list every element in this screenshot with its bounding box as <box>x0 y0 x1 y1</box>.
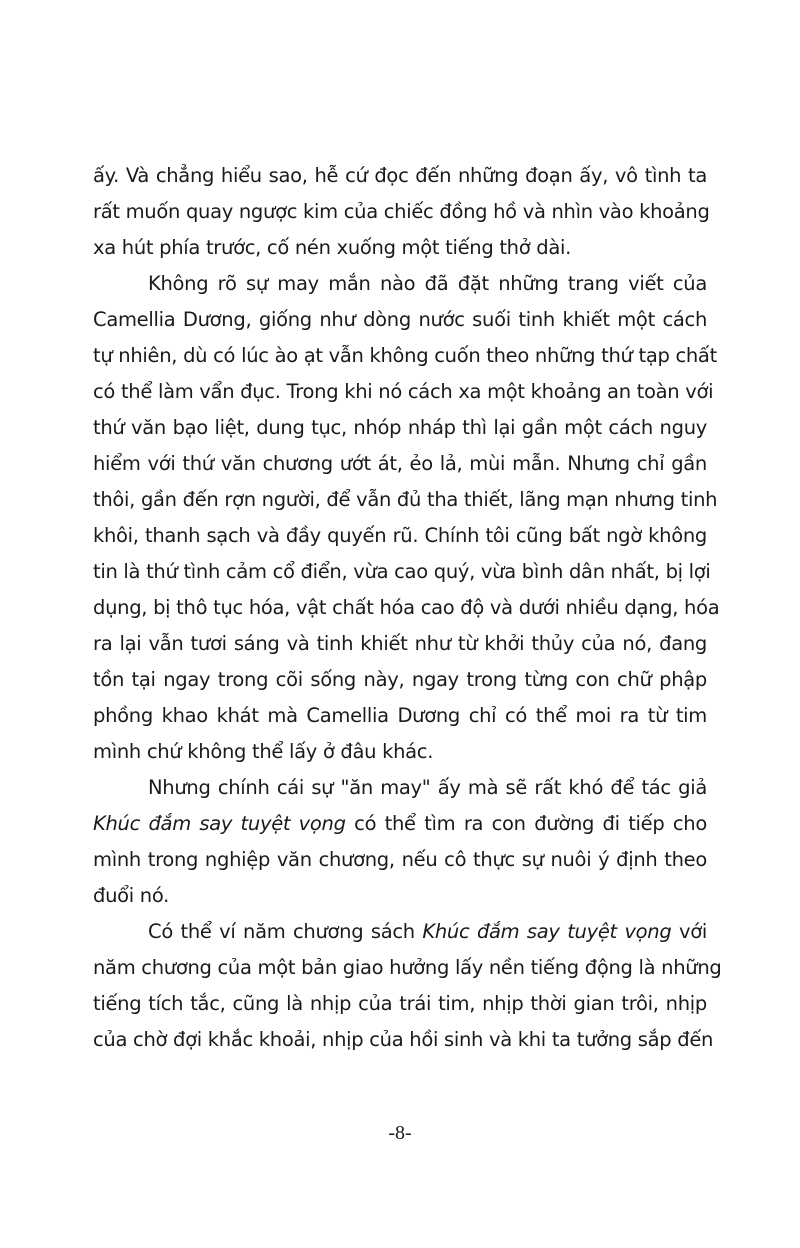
text-line: tiếng tích tắc, cũng là nhịp của trái tim, nhịp thời gian trôi, nhịp <box>93 992 707 1015</box>
text-line <box>93 806 707 842</box>
text-line: thôi, gần đến rợn người, để vẫn đủ tha thiết, lãng mạn nhưng tinh <box>93 488 718 511</box>
text-fragment: Có thể ví năm chương sách <box>148 920 423 943</box>
text-line: mình chứ không thể lấy ở đâu khác. <box>93 740 434 763</box>
page-body <box>93 158 722 1058</box>
text-line: Không rõ sự may mắn nào đã đặt những trang viết của <box>148 272 707 295</box>
text-line: thứ văn bạo liệt, dung tục, nhóp nháp thì lại gần một cách nguy <box>93 416 707 439</box>
text-line: có thể làm vẩn đục. Trong khi nó cách xa một khoảng an toàn với <box>93 380 714 403</box>
text-line <box>93 914 707 950</box>
text-line: ra lại vẫn tươi sáng và tinh khiết như từ khởi thủy của nó, đang <box>93 632 707 655</box>
text-line: hiểm với thứ văn chương ướt át, ẻo lả, mùi mẫn. Nhưng chỉ gần <box>93 452 707 475</box>
paragraph-3 <box>93 770 707 914</box>
text-line: tự nhiên, dù có lúc ào ạt vẫn không cuốn theo những thứ tạp chất <box>93 344 717 367</box>
text-line: Camellia Dương, giống như dòng nước suối tinh khiết một cách <box>93 308 707 331</box>
text-line: khôi, thanh sạch và đầy quyến rũ. Chính tôi cũng bất ngờ không <box>93 524 707 547</box>
book-title: Khúc đắm say tuyệt vọng <box>93 812 346 835</box>
paragraph-4 <box>93 914 722 1058</box>
text-line: rất muốn quay ngược kim của chiếc đồng hồ và nhìn vào khoảng <box>93 200 710 223</box>
paragraph-2 <box>93 266 720 770</box>
paragraph-1 <box>93 158 710 266</box>
book-title: Khúc đắm say tuyệt vọng <box>422 920 672 943</box>
text-line: tin là thứ tình cảm cổ điển, vừa cao quý, vừa bình dân nhất, bị lợi <box>93 560 711 583</box>
text-fragment: có thể tìm ra con đường đi tiếp cho <box>345 812 707 835</box>
text-line: tồn tại ngay trong cõi sống này, ngay trong từng con chữ phập <box>93 668 707 691</box>
text-fragment: với <box>671 920 707 943</box>
text-line: của chờ đợi khắc khoải, nhịp của hồi sinh và khi ta tưởng sắp đến <box>93 1028 714 1051</box>
page-number: -8- <box>388 1122 412 1144</box>
text-line: Nhưng chính cái sự "ăn may" ấy mà sẽ rất khó để tác giả <box>148 776 707 799</box>
text-line: đuổi nó. <box>93 884 170 907</box>
text-line: phồng khao khát mà Camellia Dương chỉ có thể moi ra từ tim <box>93 704 707 727</box>
text-line: xa hút phía trước, cố nén xuống một tiếng thở dài. <box>93 236 571 259</box>
text-line: năm chương của một bản giao hưởng lấy nền tiếng động là những <box>93 956 722 979</box>
text-line: dụng, bị thô tục hóa, vật chất hóa cao độ và dưới nhiều dạng, hóa <box>93 596 720 619</box>
text-line: mình trong nghiệp văn chương, nếu cô thực sự nuôi ý định theo <box>93 848 707 871</box>
text-line: ấy. Và chẳng hiểu sao, hễ cứ đọc đến những đoạn ấy, vô tình ta <box>93 164 707 187</box>
